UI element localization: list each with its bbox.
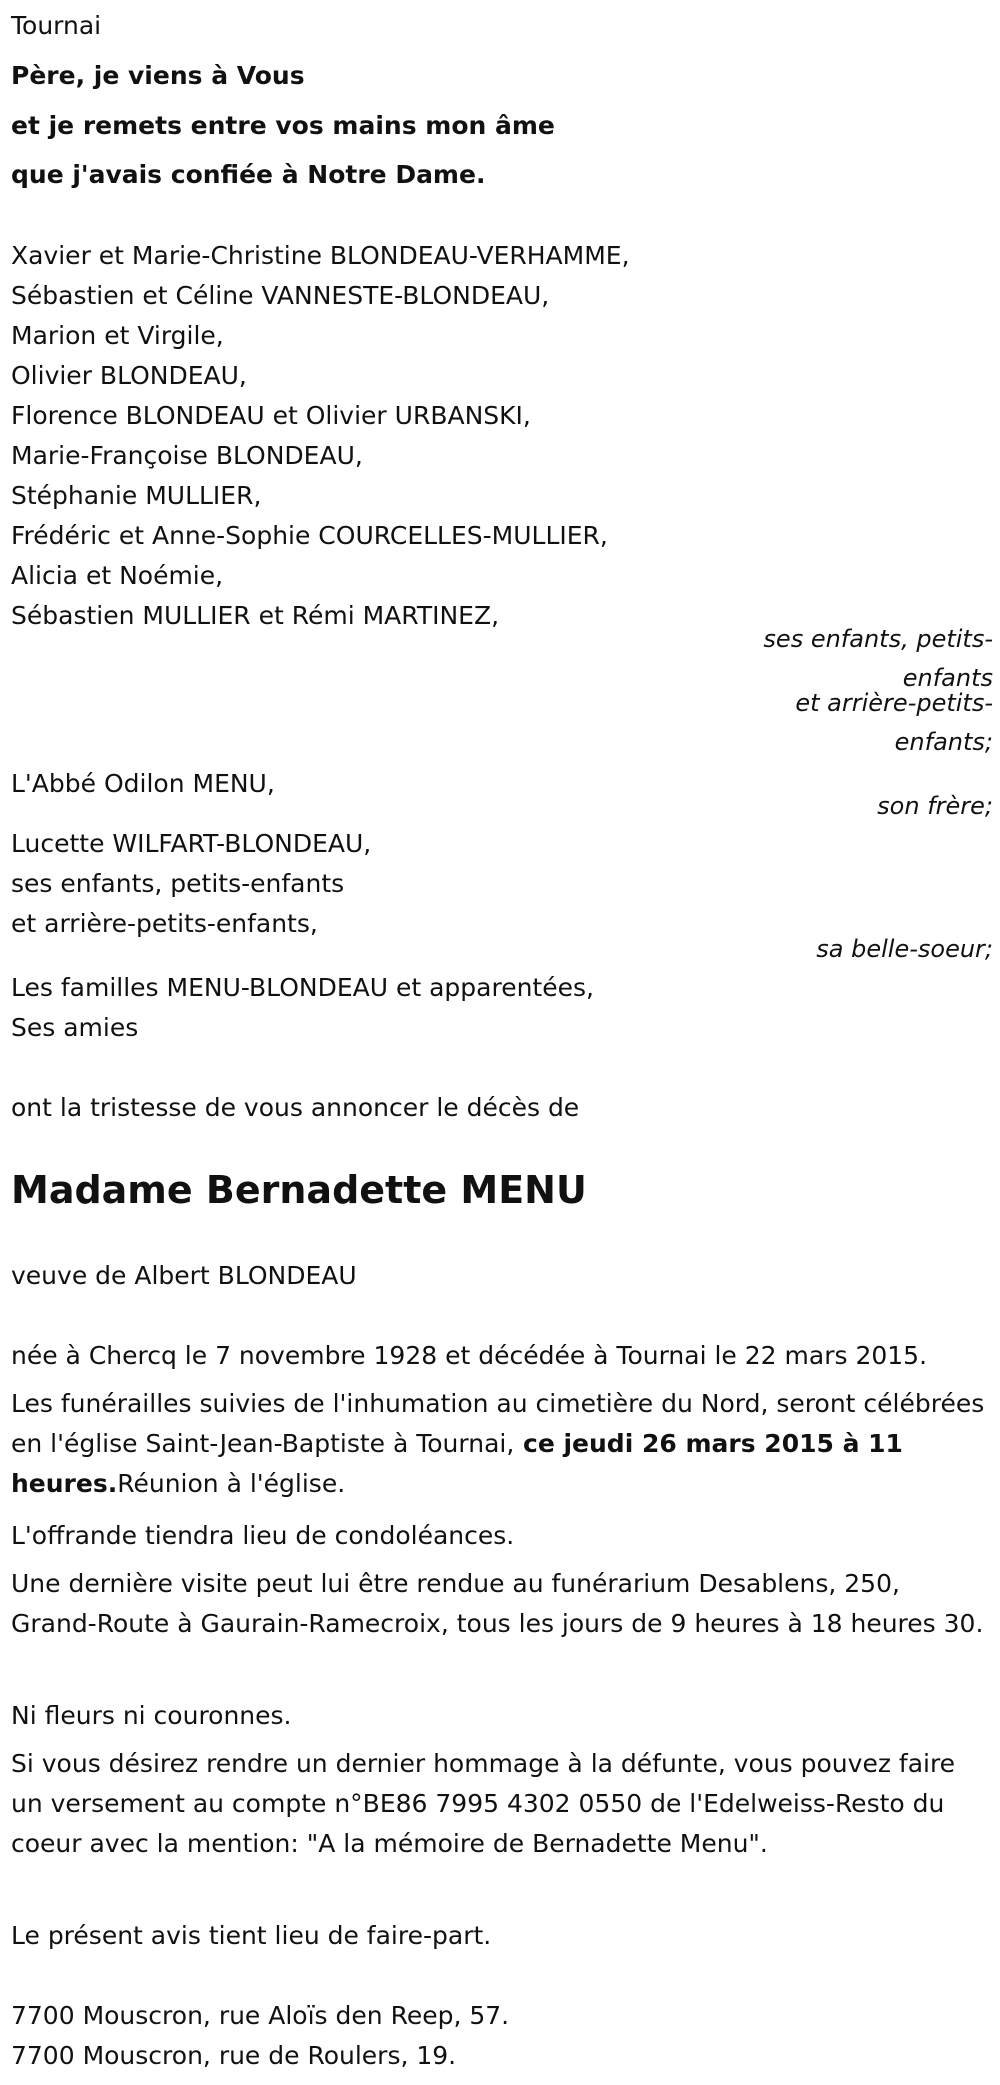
family-member: Frédéric et Anne-Sophie COURCELLES-MULLIER, xyxy=(11,521,608,550)
notice: Le présent avis tient lieu de faire-part. xyxy=(11,1921,492,1950)
condolences: L'offrande tiendra lieu de condoléances. xyxy=(11,1521,515,1550)
address-2: 7700 Mouscron, rue de Roulers, 19. xyxy=(11,2041,457,2070)
funeral-paragraph xyxy=(11,1384,993,1504)
announcement: ont la tristesse de vous annoncer le décès de xyxy=(11,1093,580,1122)
family-member: Xavier et Marie-Christine BLONDEAU-VERHAMME, xyxy=(11,241,630,270)
family-member: Sébastien et Céline VANNESTE-BLONDEAU, xyxy=(11,281,550,310)
brother-name: L'Abbé Odilon MENU, xyxy=(11,769,275,798)
family-member: Alicia et Noémie, xyxy=(11,561,224,590)
place: Tournai xyxy=(11,11,102,40)
prayer-line-2: et je remets entre vos mains mon âme xyxy=(11,111,555,140)
others-line-1: Les familles MENU-BLONDEAU et apparentées, xyxy=(11,973,594,1002)
widow-of: veuve de Albert BLONDEAU xyxy=(11,1261,357,1290)
family-member: Stéphanie MULLIER, xyxy=(11,481,262,510)
prayer-line-3: que j'avais confiée à Notre Dame. xyxy=(11,160,486,189)
born-died: née à Chercq le 7 novembre 1928 et décédée à Tournai le 22 mars 2015. xyxy=(11,1341,928,1370)
flowers: Ni fleurs ni couronnes. xyxy=(11,1701,292,1730)
deceased-name: Madame Bernadette MENU xyxy=(11,1168,587,1212)
role-children-4: enfants; xyxy=(894,728,993,756)
funeral-text: Les funérailles suivies de l'inhumation au cimetière du Nord, seront célébrées en l'église Saint-Jean-Baptiste à Tournai, xyxy=(11,1389,985,1458)
role-children-3: et arrière-petits- xyxy=(795,689,993,717)
family-member: Florence BLONDEAU et Olivier URBANSKI, xyxy=(11,401,531,430)
role-sister-in-law: sa belle-soeur; xyxy=(816,935,993,963)
role-children-1: ses enfants, petits- xyxy=(763,625,993,653)
sister-in-law-line-2: ses enfants, petits-enfants xyxy=(11,869,345,898)
funeral-after: Réunion à l'église. xyxy=(117,1469,346,1498)
family-member: Marion et Virgile, xyxy=(11,321,224,350)
address-1: 7700 Mouscron, rue Aloïs den Reep, 57. xyxy=(11,2001,510,2030)
visit-paragraph: Une dernière visite peut lui être rendue au funérarium Desablens, 250, Grand-Route à Gaurain-Ramecroix, tous les jours de 9 heures à 18 heures 30. xyxy=(11,1569,984,1638)
prayer-line-1: Père, je viens à Vous xyxy=(11,61,305,90)
family-member: Sébastien MULLIER et Rémi MARTINEZ, xyxy=(11,601,500,630)
sister-in-law-line-1: Lucette WILFART-BLONDEAU, xyxy=(11,829,372,858)
family-member: Marie-Françoise BLONDEAU, xyxy=(11,441,363,470)
sister-in-law-line-3: et arrière-petits-enfants, xyxy=(11,909,318,938)
donation-paragraph: Si vous désirez rendre un dernier hommage à la défunte, vous pouvez faire un versement au compte n°BE86 7995 4302 0550 de l'Edelweiss-Resto du coeur avec la mention: "A la mémoire de Bernadette Menu". xyxy=(11,1749,956,1858)
role-children-2: enfants xyxy=(902,664,993,692)
others-line-2: Ses amies xyxy=(11,1013,139,1042)
funeral-date: ce jeudi 26 mars 2015 à 11 heures. xyxy=(11,1429,903,1498)
family-member: Olivier BLONDEAU, xyxy=(11,361,247,390)
role-brother: son frère; xyxy=(877,792,993,820)
